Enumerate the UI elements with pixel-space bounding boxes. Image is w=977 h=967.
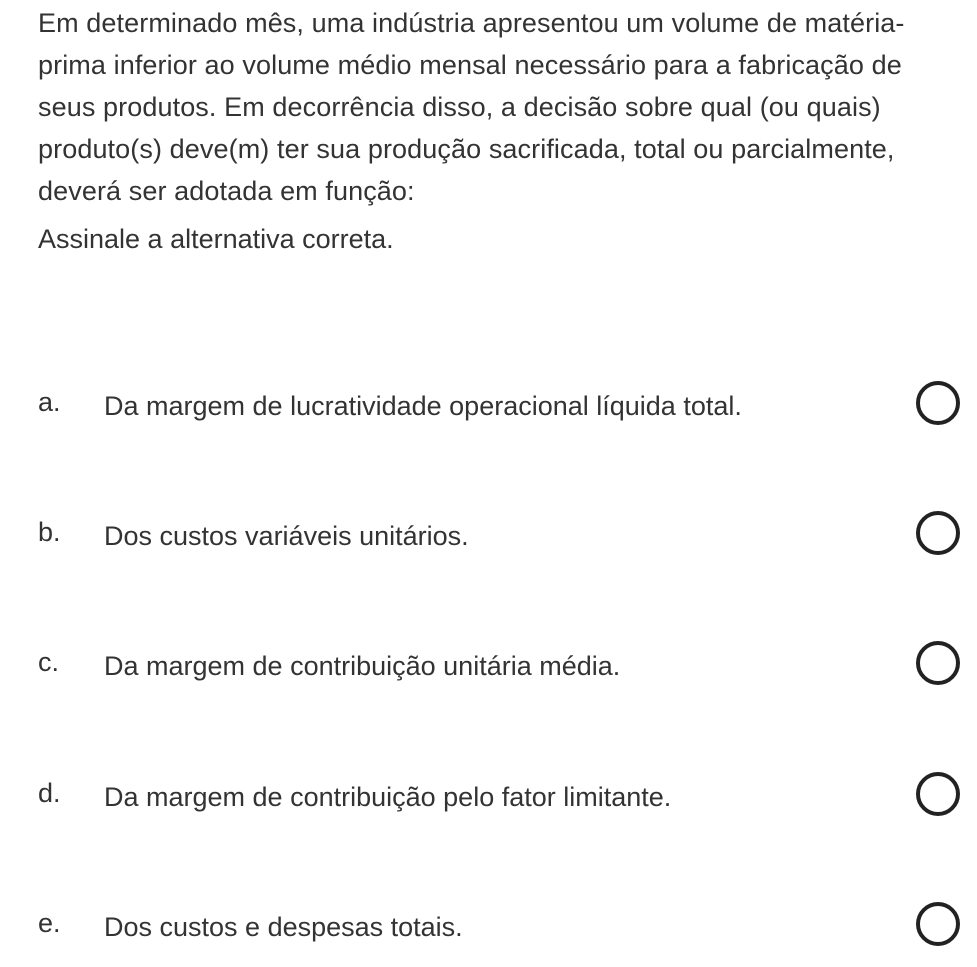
- question-text: Em determinado mês, uma indústria apresentou um volume de matéria-prima inferior ao volume médio mensal necessário para a fabricação de seus produtos. Em decorrência disso, a decisão sobre qual (ou quais) produto(s) deve(m) ter sua produção sacrificada, total ou parcialmente, deverá ser adotada em função:: [38, 8, 905, 206]
- option-d[interactable]: [0, 772, 977, 832]
- option-c-text[interactable]: Da margem de contribuição unitária média.: [104, 651, 621, 681]
- option-a-letter: a.: [38, 387, 61, 417]
- option-d-text[interactable]: Da margem de contribuição pelo fator limitante.: [104, 782, 672, 812]
- option-e[interactable]: [0, 902, 977, 962]
- option-d-letter: d.: [38, 778, 61, 808]
- instruction-text: Assinale a alternativa correta.: [38, 224, 394, 254]
- option-b-text[interactable]: Dos custos variáveis unitários.: [104, 521, 469, 551]
- option-e-text[interactable]: Dos custos e despesas totais.: [104, 912, 463, 942]
- option-c[interactable]: [0, 641, 977, 701]
- option-b[interactable]: [0, 511, 977, 571]
- option-e-radio[interactable]: [916, 902, 960, 946]
- option-b-radio[interactable]: [916, 511, 960, 555]
- option-e-letter: e.: [38, 908, 61, 938]
- option-d-radio[interactable]: [916, 772, 960, 816]
- option-c-radio[interactable]: [916, 641, 960, 685]
- option-c-letter: c.: [38, 647, 60, 677]
- option-b-letter: b.: [38, 517, 61, 547]
- option-a[interactable]: [0, 381, 977, 441]
- option-a-text[interactable]: Da margem de lucratividade operacional líquida total.: [104, 391, 742, 421]
- option-a-radio[interactable]: [916, 381, 960, 425]
